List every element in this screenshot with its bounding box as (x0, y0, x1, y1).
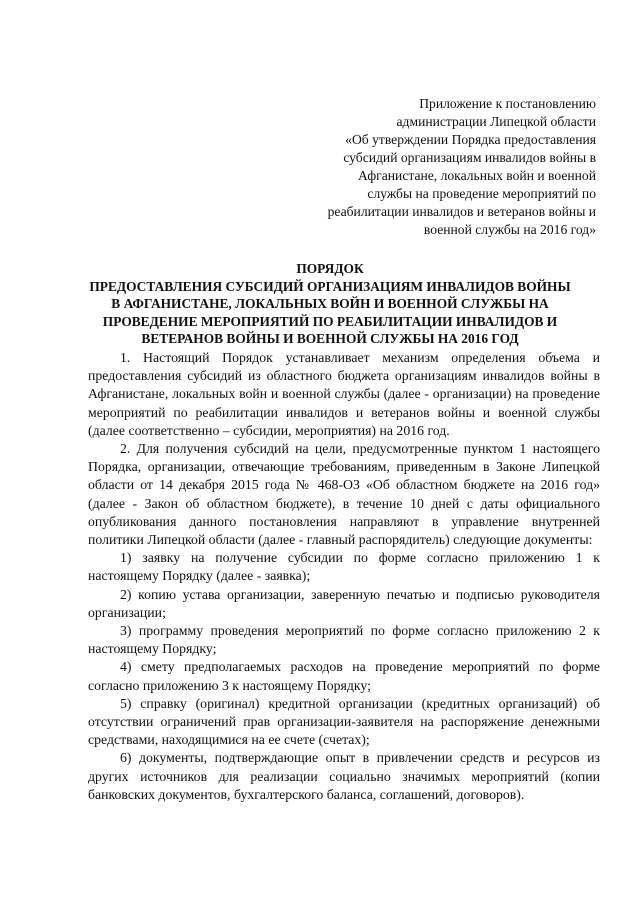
appendix-header (276, 95, 596, 239)
title-line: ПРЕДОСТАВЛЕНИЯ СУБСИДИЙ ОРГАНИЗАЦИЯМ ИНВАЛИДОВ ВОЙНЫ (89, 278, 571, 294)
list-item-2: 2) копию устава организации, заверенную печатью и подписью руководителя организации; (88, 586, 600, 620)
list-item-6: 6) документы, подтверждающие опыт в привлечении средств и ресурсов из других источников для реализации социально значимых мероприятий (копии банковских документов, бухгалтерского баланса, соглашений, договоров). (88, 750, 600, 802)
list-item-5: 5) справку (оригинал) кредитной организации (кредитных организаций) об отсутствии ограничений прав организации-заявителя на распоряжение денежными средствами, находящимися на ее счете (счетах); (88, 695, 600, 748)
document-title (60, 260, 600, 348)
title-heading: ПОРЯДОК (296, 261, 364, 276)
list-item-1: 1) заявку на получение субсидии по форме согласно приложению 1 к настоящему Порядку (далее - заявка); (88, 550, 600, 584)
appendix-line: субсидий организациям инвалидов войны в (343, 150, 596, 165)
paragraph-1: 1. Настоящий Порядок устанавливает механизм определения объема и предоставления субсидий из областного бюджета организациям инвалидов войны в Афганистане, локальных войн и военной службы (далее - организации) на проведение мероприятий по реабилитации инвалидов и ветеранов войны и военной службы (далее соответственно – субсидии, мероприятия) на 2016 год. (88, 350, 600, 438)
appendix-line: «Об утверждении Порядка предоставления (345, 132, 596, 147)
title-line: ПРОВЕДЕНИЕ МЕРОПРИЯТИЙ ПО РЕАБИЛИТАЦИИ ИНВАЛИДОВ И (102, 313, 558, 329)
appendix-line: военной службы на 2016 год» (423, 222, 596, 237)
list-item-3: 3) программу проведения мероприятий по форме согласно приложению 2 к настоящему Порядку; (88, 623, 600, 657)
title-line: ВЕТЕРАНОВ ВОЙНЫ И ВОЕННОЙ СЛУЖБЫ НА 2016 ГОД (141, 331, 519, 346)
list-item-4: 4) смету предполагаемых расходов на проведение мероприятий по форме согласно приложению 3 к настоящему Порядку; (88, 659, 600, 693)
appendix-line: администрации Липецкой области (396, 114, 596, 129)
appendix-line: Приложение к постановлению (419, 96, 596, 111)
title-line: В АФГАНИСТАНЕ, ЛОКАЛЬНЫХ ВОЙН И ВОЕННОЙ СЛУЖБЫ НА (111, 296, 549, 311)
appendix-line: службы на проведение мероприятий по (367, 186, 596, 201)
appendix-line: Афганистане, локальных войн и военной (358, 168, 596, 183)
document-body (88, 349, 600, 804)
appendix-line: реабилитации инвалидов и ветеранов войны и (327, 204, 596, 219)
paragraph-2: 2. Для получения субсидий на цели, предусмотренные пунктом 1 настоящего Порядка, организации, отвечающие требованиям, приведенным в Законе Липецкой области от 14 декабря 2015 года № 468-ОЗ «Об областном бюджете на 2016 год» (далее - Закон об областном бюджете), в течение 10 дней с даты официального опубликования данного постановления направляют в управление внутренней политики Липецкой области (далее - главный распорядитель) следующие документы: (88, 441, 600, 548)
